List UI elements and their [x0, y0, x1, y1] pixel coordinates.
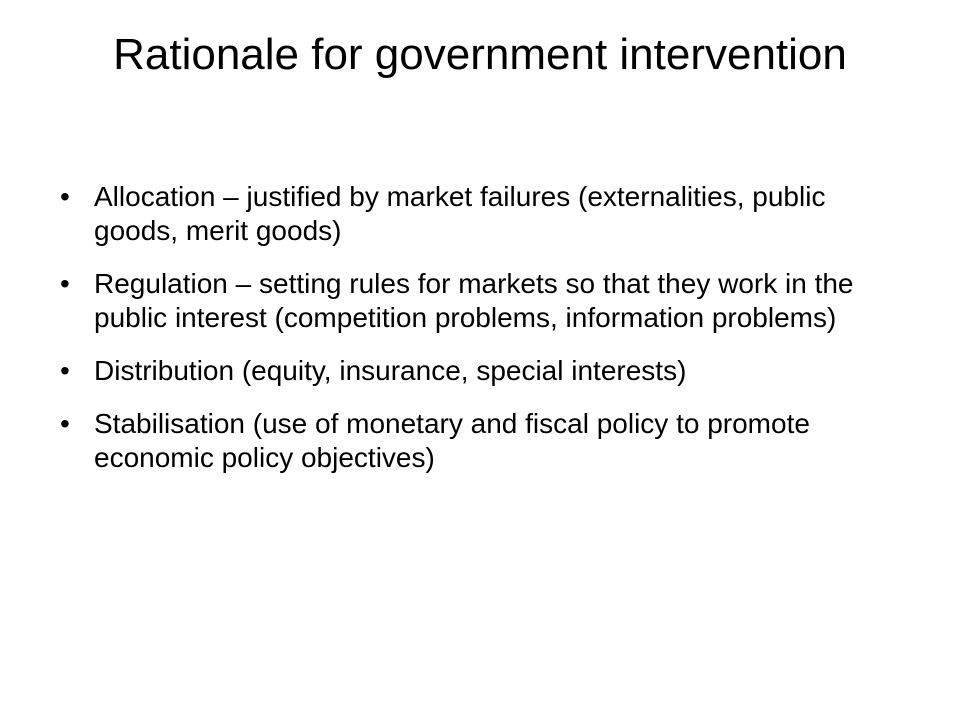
bullet-marker-icon: •: [60, 268, 70, 299]
bullet-text: Distribution (equity, insurance, special interests): [94, 355, 687, 386]
slide-title: Rationale for government intervention: [113, 30, 847, 79]
bullet-text: Allocation – justified by market failures (externalities, public goods, merit goods): [94, 181, 826, 246]
bullet-marker-icon: •: [60, 355, 70, 386]
bullet-marker-icon: •: [60, 181, 70, 212]
bullet-item-distribution: [60, 354, 905, 388]
bullet-item-stabilisation: [60, 407, 905, 475]
bullet-item-regulation: [60, 267, 905, 335]
bullet-item-allocation: [60, 180, 905, 248]
bullet-text: Stabilisation (use of monetary and fiscal policy to promote economic policy objectives): [94, 408, 810, 473]
bullet-text: Regulation – setting rules for markets so that they work in the public interest (competition problems, information problems): [94, 268, 854, 333]
bullet-marker-icon: •: [60, 408, 70, 439]
bullet-list: [60, 180, 905, 494]
